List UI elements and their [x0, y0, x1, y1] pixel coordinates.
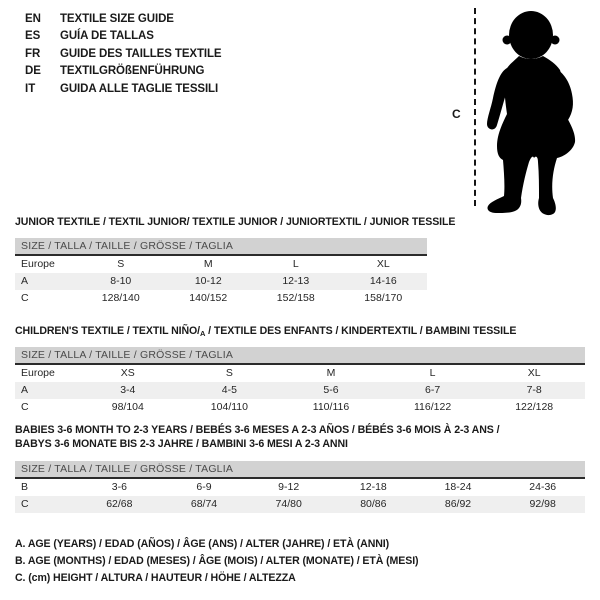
row-label: A — [21, 384, 29, 396]
table-row-height — [15, 496, 585, 513]
value-cell: 12-18 — [359, 481, 387, 493]
babies-size-table — [15, 461, 585, 513]
children-table-title — [15, 325, 516, 338]
size-cell: M — [203, 258, 213, 270]
size-cell: M — [326, 367, 336, 379]
value-cell: 86/92 — [444, 498, 472, 510]
babies-title-line1: BABIES 3-6 MONTH TO 2-3 YEARS / BEBÉS 3-6 MESES A 2-3 AÑOS / BÉBÉS 3-6 MOIS À 2-3 ANS / — [15, 424, 500, 436]
value-cell: 128/140 — [101, 292, 140, 304]
footnote-c: C. (cm) HEIGHT / ALTURA / HAUTEUR / HÖHE / ALTEZZA — [15, 572, 296, 585]
language-row-it — [25, 80, 222, 98]
row-label: C — [21, 292, 29, 304]
row-label: C — [21, 401, 29, 413]
row-label: B — [21, 481, 29, 493]
row-label: Europe — [21, 367, 55, 379]
junior-table-title: JUNIOR TEXTILE / TEXTIL JUNIOR/ TEXTILE JUNIOR / JUNIORTEXTIL / JUNIOR TESSILE — [15, 216, 456, 228]
table-row-age-months — [15, 479, 585, 496]
value-cell: 62/68 — [106, 498, 133, 510]
value-cell: 104/110 — [210, 401, 248, 413]
value-cell: 5-6 — [323, 384, 339, 396]
babies-table-title — [15, 423, 499, 452]
size-cell: XL — [527, 367, 541, 379]
footnote-b: B. AGE (MONTHS) / EDAD (MESES) / ÂGE (MOIS) / ALTER (MONATE) / ETÀ (MESI) — [15, 555, 419, 568]
value-cell: 110/116 — [312, 401, 350, 413]
guide-title-en: TEXTILE SIZE GUIDE — [60, 12, 174, 25]
language-code: EN — [25, 12, 41, 25]
value-cell: 6-9 — [196, 481, 212, 493]
height-measure-dashed-line — [474, 8, 476, 206]
junior-size-table — [15, 238, 427, 307]
size-cell: S — [225, 367, 233, 379]
language-code: FR — [25, 47, 41, 60]
value-cell: 10-12 — [194, 275, 222, 287]
size-cell: XL — [376, 258, 390, 270]
children-size-table — [15, 347, 585, 416]
height-measure-label: C — [452, 107, 461, 121]
language-code: IT — [25, 82, 36, 95]
children-title-sub: A — [200, 329, 206, 338]
size-header-bar: SIZE / TALLA / TAILLE / GRÖSSE / TAGLIA — [15, 238, 427, 256]
value-cell: 9-12 — [278, 481, 300, 493]
value-cell: 14-16 — [369, 275, 397, 287]
value-cell: 92/98 — [529, 498, 556, 510]
language-row-en — [25, 10, 222, 28]
language-row-es — [25, 28, 222, 46]
children-title-pre: CHILDREN'S TEXTILE / TEXTIL NIÑO/ — [15, 325, 201, 337]
size-cell: L — [429, 367, 436, 379]
value-cell: 98/104 — [111, 401, 144, 413]
value-cell: 18-24 — [444, 481, 472, 493]
table-row-age — [15, 382, 585, 399]
size-header-bar: SIZE / TALLA / TAILLE / GRÖSSE / TAGLIA — [15, 461, 585, 479]
size-cell: S — [117, 258, 125, 270]
table-row-europe — [15, 365, 585, 382]
value-cell: 3-6 — [111, 481, 127, 493]
babies-title-line2: BABYS 3-6 MONATE BIS 2-3 JAHRE / BAMBINI 3-6 MESI A 2-3 ANNI — [15, 438, 348, 451]
guide-title-es: GUÍA DE TALLAS — [60, 30, 154, 43]
size-cell: L — [292, 258, 299, 270]
row-label: A — [21, 275, 29, 287]
table-row-age — [15, 273, 427, 290]
language-code: DE — [25, 65, 41, 78]
value-cell: 3-4 — [120, 384, 136, 396]
footnotes — [15, 536, 419, 588]
value-cell: 158/170 — [364, 292, 403, 304]
language-code: ES — [25, 30, 41, 43]
language-row-fr — [25, 45, 222, 63]
language-title-list — [25, 10, 222, 98]
size-header-bar: SIZE / TALLA / TAILLE / GRÖSSE / TAGLIA — [15, 347, 585, 365]
value-cell: 12-13 — [282, 275, 310, 287]
value-cell: 80/86 — [360, 498, 387, 510]
table-row-height — [15, 399, 585, 416]
size-cell: XS — [120, 367, 135, 379]
row-label: Europe — [21, 258, 55, 270]
toddler-silhouette-icon — [486, 8, 598, 216]
value-cell: 116/122 — [413, 401, 452, 413]
value-cell: 7-8 — [526, 384, 542, 396]
footnote-a: A. AGE (YEARS) / EDAD (AÑOS) / ÂGE (ANS) / ALTER (JAHRE) / ETÀ (ANNI) — [15, 538, 390, 550]
guide-title-fr: GUIDE DES TAILLES TEXTILE — [60, 47, 222, 60]
guide-title-it: GUIDA ALLE TAGLIE TESSILI — [60, 82, 219, 95]
table-row-europe — [15, 256, 427, 273]
value-cell: 68/74 — [190, 498, 218, 510]
value-cell: 8-10 — [110, 275, 132, 287]
value-cell: 24-36 — [529, 481, 557, 493]
value-cell: 74/80 — [275, 498, 302, 510]
table-row-height — [15, 290, 427, 307]
value-cell: 122/128 — [515, 401, 554, 413]
row-label: C — [21, 498, 29, 510]
value-cell: 4-5 — [221, 384, 237, 396]
children-title-post: / TEXTILE DES ENFANTS / KINDERTEXTIL / BAMBINI TESSILE — [205, 325, 517, 337]
value-cell: 152/158 — [276, 292, 315, 304]
language-row-de — [25, 63, 222, 81]
value-cell: 6-7 — [424, 384, 441, 396]
value-cell: 140/152 — [189, 292, 228, 304]
guide-title-de: TEXTILGRÖßENFÜHRUNG — [60, 65, 205, 78]
